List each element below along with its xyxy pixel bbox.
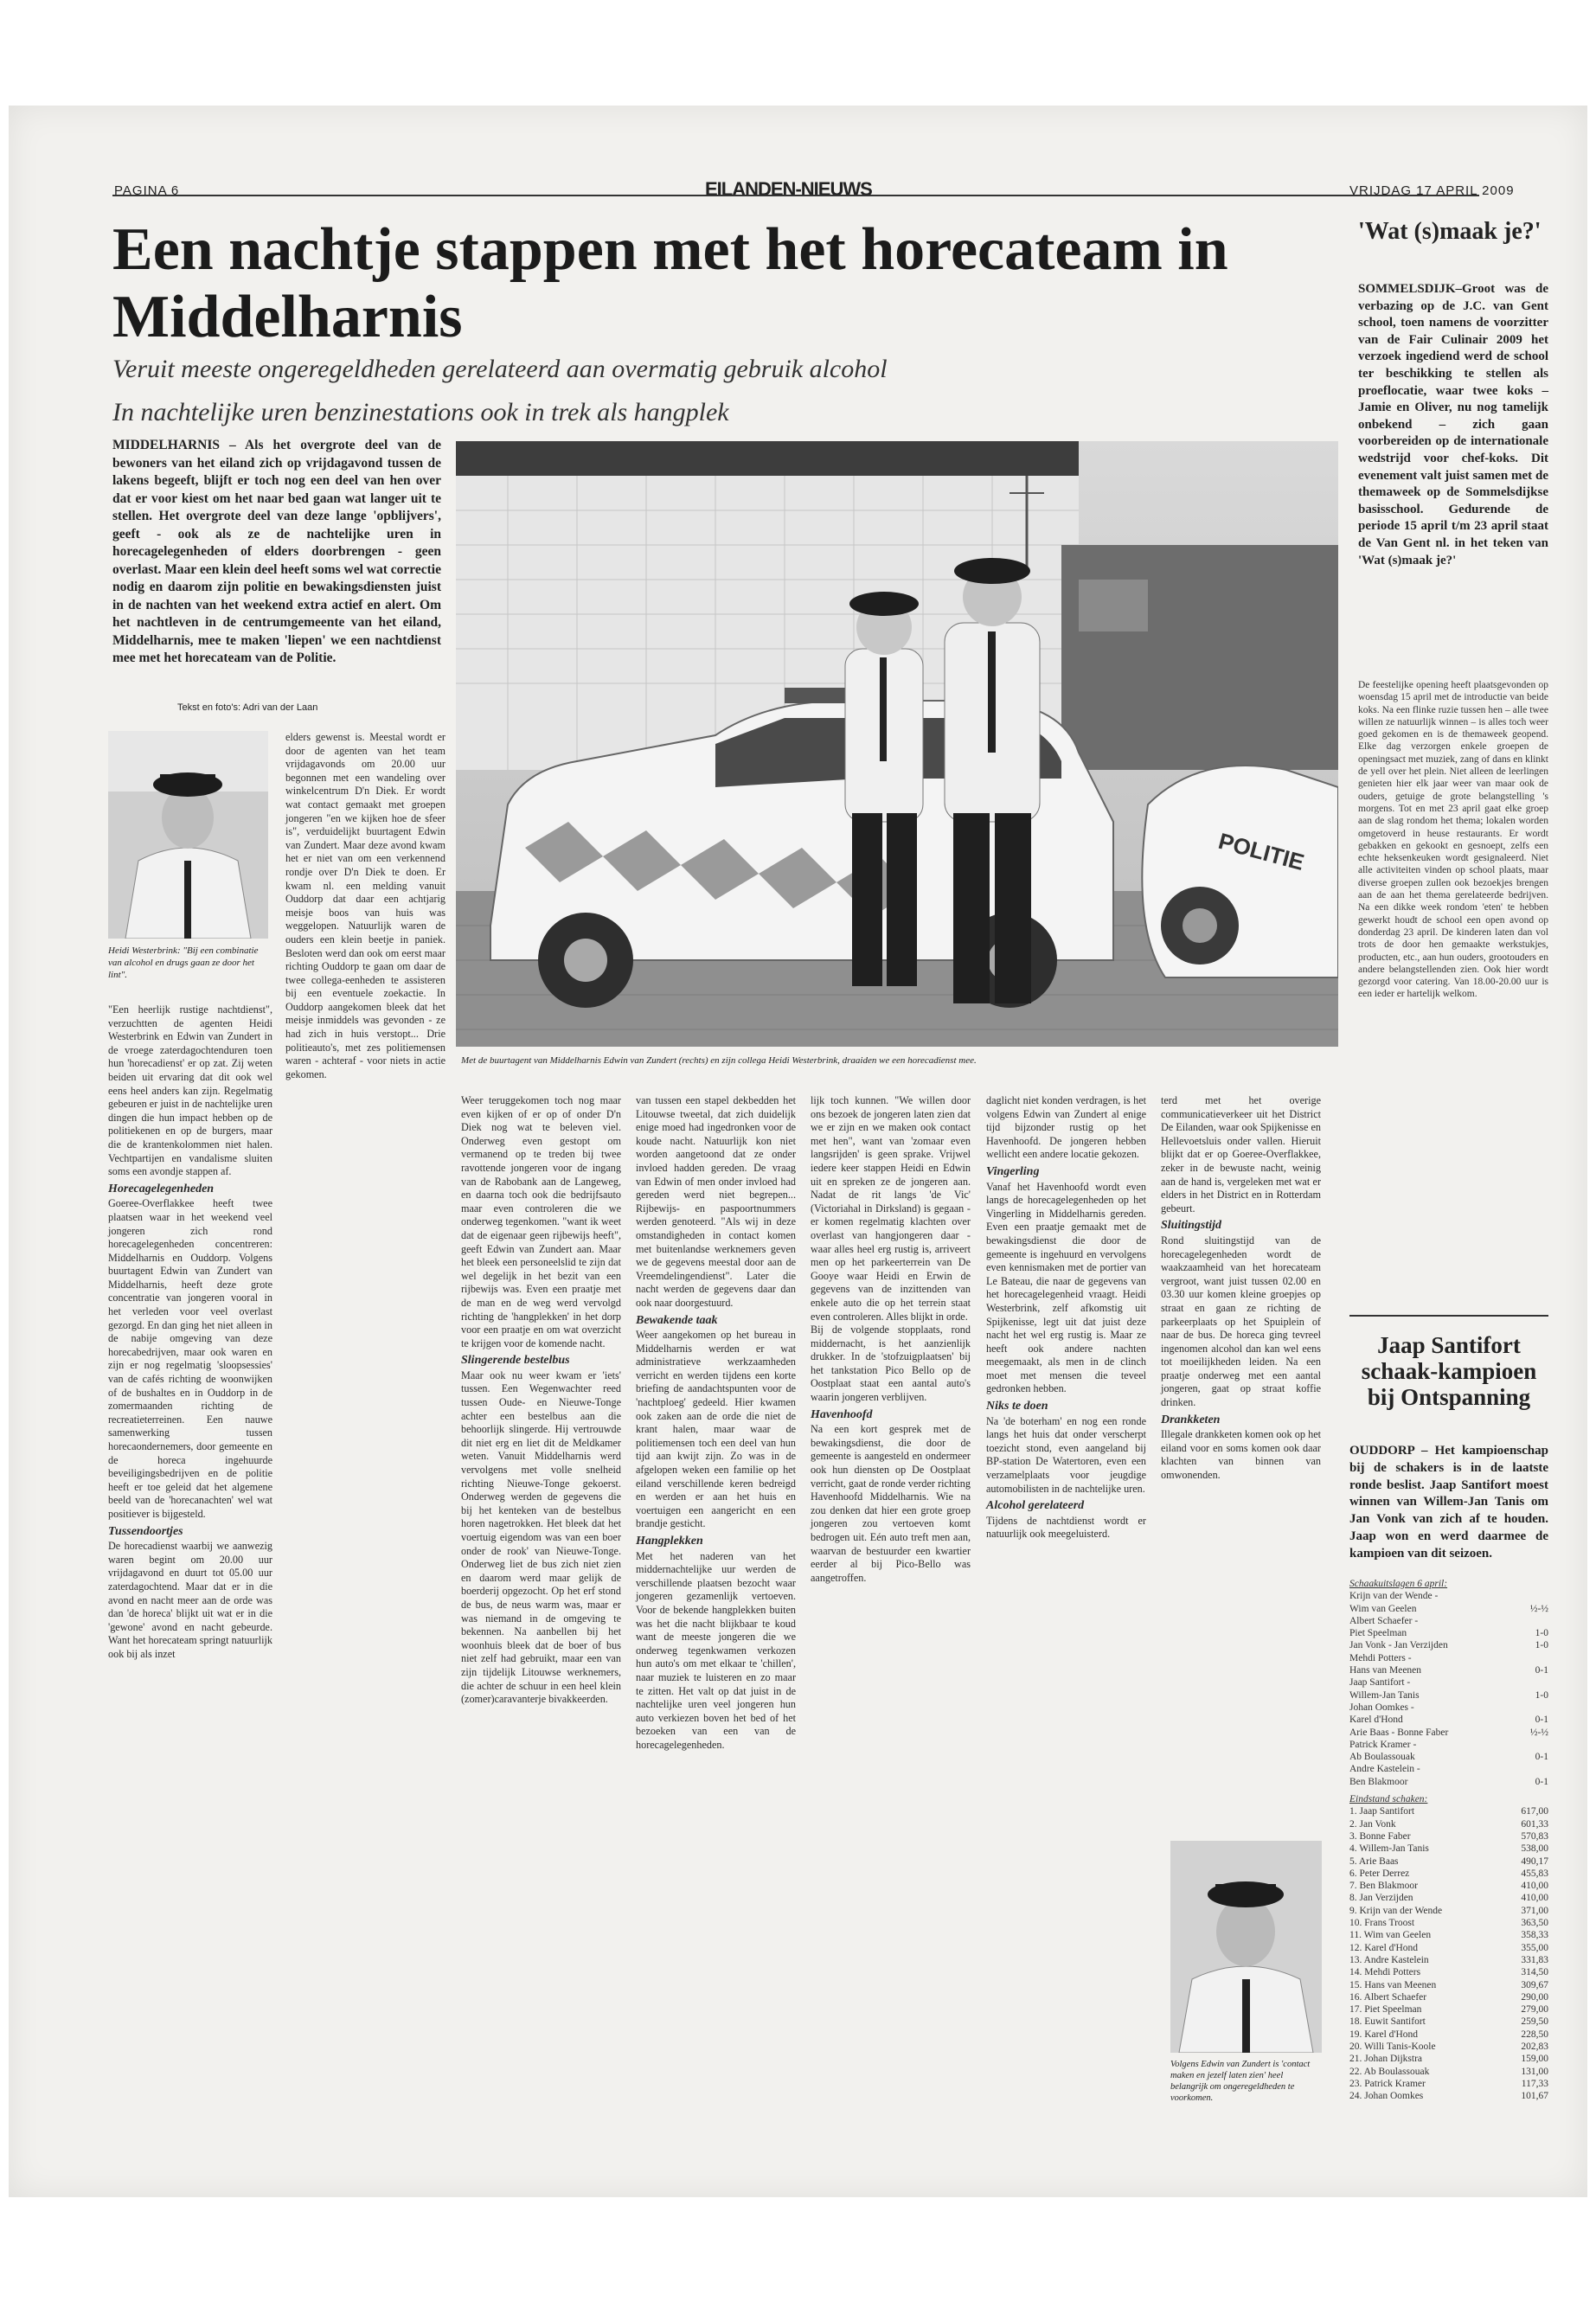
standing-row xyxy=(1349,2078,1548,2090)
column-text: terd met het overige communicatieverkeer uit het District De Eilanden, waar ook Spijkenisse en Hellevoetsluis onder vallen. Hieruit blijkt dat er op Goeree-Overflakkee, zeker in de bewuste nacht, weinig aan de hand is, vergeleken met wat er elders in het District en in Rotterdam gebeurt. xyxy=(1161,1094,1321,1215)
standing-row-value: 363,50 xyxy=(1521,1918,1548,1929)
result-row-value: 1-0 xyxy=(1535,1689,1548,1701)
result-row xyxy=(1349,1615,1548,1627)
results-heading: Schaakuitslagen 6 april: xyxy=(1349,1579,1448,1589)
result-row-label: Arie Baas - Bonne Faber xyxy=(1349,1727,1449,1738)
column-text: Weer aangekomen op het bureau in Middelharnis werden er wat administratieve werkzaamheden verricht en werden tijdens een korte briefing de aandachtspunten voor de 'nachtploeg' gedeeld. Hier kwamen ook zaken aan de orde die niet de krant halen, maar waar de politiemensen toch een deel van hun tijd aan kwijt zijn. Zo was in de afgelopen weken een familie op het eiland verschillende keren bedreigd en werden er aan het huis en voertuigen een aangericht en een brandje gesticht. xyxy=(636,1329,796,1530)
sidebar-title: 'Wat (s)maak je?' xyxy=(1358,218,1542,245)
standing-row-value: 601,33 xyxy=(1521,1818,1548,1830)
column-text: De horecadienst waarbij we aanwezig waren begint om 20.00 uur vrijdagavond en duurt tot 05.00 uur zaterdagochtend. Maar dat er in die avond en nacht meer aan de orde was dan 'de horeca' blijkt uit wat er in die 'gewone' avond en nacht gebeurde. Want het horecateam springt natuurlijk ook bij als inzet xyxy=(108,1540,272,1660)
result-row xyxy=(1349,1664,1548,1676)
standing-row-label: 3. Bonne Faber xyxy=(1349,1830,1411,1842)
page-number: PAGINA 6 xyxy=(114,183,180,198)
result-row-label: Ab Boulassouak xyxy=(1349,1752,1415,1763)
article-column-3 xyxy=(461,1094,621,1707)
column-text: Vanaf het Havenhoofd wordt even langs de horecagelegenheden op het Vingerling in Middelharnis gereden. Even een praatje gemaakt met de bewakingsdienst die door de gemeente is ingehuurd en vervolgens even kennismaken met de portier van Le Bateau, die naar de gegevens van het horecagelegenheid vraagt. Heidi Westerbrink, zelf afkomstig uit Spijkenisse, legt uit dat juist deze nacht het wel erg rustig is. Maar ze heeft ook andere nachten meegemaakt, als men in de clinch moet met mensen die teveel gedronken hebben. xyxy=(986,1180,1146,1395)
standing-row-value: 570,83 xyxy=(1521,1830,1548,1842)
column-heading: Bewakende taak xyxy=(636,1313,718,1327)
article-column-6 xyxy=(986,1094,1146,1541)
standing-row-label: 22. Ab Boulassouak xyxy=(1349,2066,1430,2077)
result-row-value: 0-1 xyxy=(1535,1776,1548,1787)
police-label: POLITIE xyxy=(1215,827,1307,875)
article-column-4 xyxy=(636,1094,796,1753)
sidebar-body: De feestelijke opening heeft plaatsgevonden op woensdag 15 april met de introductie van beide koks. Na een flinke ruzie tussen hen – alle twee willen ze natuurlijk winnen – is alles toch weer goed gekomen en is de themaweek geopend. Elke dag verzorgen enkele groepen de openingsact met muziek, zang of dans en klinkt de yell over het plein. Niet alleen de leerlingen genieten hier elk jaar weer van maar ook de ouders, getuige de grote belangstelling 's morgens. Tot en met 23 april gaat elke groep aan de slag rondom het thema; lokalen worden omgetoverd in heuse restaurants. Er wordt gebakken en gekookt en gesnoept, zelfs een echte heksenkeuken wordt gesignaleerd. Niet alle activiteiten vinden op school plaats, maar diverse groepen zullen ook bezoekjes brengen aan de aan het thema gerelateerde bedrijven. Na een dikke week rondom 'eten' te hebben gewerkt houdt de school een open avond op donderdag 23 april. De kinderen laten dan vol trots de door hen gemaakte werkstukjes, producten, etc., aan hun ouders, grootouders en andere belangstellenden zien. Ook hier wordt gezorgd voor catering. Van 18.00-20.00 uur is een ieder er hartelijk welkom. xyxy=(1358,680,1548,1000)
standing-row-label: 20. Willi Tanis-Koole xyxy=(1349,2041,1436,2052)
standing-row xyxy=(1349,2016,1548,2028)
standing-row xyxy=(1349,1856,1548,1868)
column-text: Tijdens de nachtdienst wordt er natuurlijk ook meegeluisterd. xyxy=(986,1514,1146,1541)
result-row xyxy=(1349,1776,1548,1788)
standing-row-label: 13. Andre Kastelein xyxy=(1349,1954,1429,1965)
result-row-value: ½-½ xyxy=(1529,1603,1548,1614)
standing-row-label: 19. Karel d'Hond xyxy=(1349,2029,1419,2040)
chess-lead: OUDDORP – Het kampioenschap bij de schakers is in de laatste ronde beslist. Jaap Santifort moest winnen van Willem-Jan Tanis om Jan Vonk van zich af te houden. Jaap won en werd daarmee de kampioen van dit seizoen. xyxy=(1349,1444,1548,1561)
standing-row-label: 15. Hans van Meenen xyxy=(1349,1979,1437,1990)
result-row xyxy=(1349,1652,1548,1664)
result-row xyxy=(1349,1639,1548,1651)
result-row xyxy=(1349,1763,1548,1775)
chess-rule xyxy=(1349,1315,1548,1317)
result-row xyxy=(1349,1627,1548,1639)
standing-row xyxy=(1349,1892,1548,1904)
main-photo-caption: Met de buurtagent van Middelharnis Edwin van Zundert (rechts) en zijn collega Heidi Westerbrink, draaiden we een horecadienst mee. xyxy=(461,1055,977,1066)
standing-row-value: 538,00 xyxy=(1521,1843,1548,1855)
standing-row-label: 6. Peter Derrez xyxy=(1349,1868,1410,1879)
standing-row-label: 21. Johan Dijkstra xyxy=(1349,2054,1423,2065)
result-row-label: Ben Blakmoor xyxy=(1349,1776,1408,1787)
result-row-value: 1-0 xyxy=(1535,1628,1548,1639)
standing-row xyxy=(1349,1966,1548,1978)
standing-row xyxy=(1349,1880,1548,1892)
standing-row-value: 309,67 xyxy=(1521,1979,1548,1990)
standing-row xyxy=(1349,1830,1548,1843)
column-heading: Drankketen xyxy=(1161,1413,1221,1426)
result-row-label: Krijn van der Wende - xyxy=(1349,1591,1439,1602)
result-row-label: Mehdi Potters - xyxy=(1349,1652,1412,1663)
standing-row xyxy=(1349,2003,1548,2016)
chess-results xyxy=(1349,1573,1548,2102)
standing-row xyxy=(1349,1942,1548,1954)
standing-row-value: 617,00 xyxy=(1521,1806,1548,1817)
column-heading: Alcohol gerelateerd xyxy=(986,1499,1085,1513)
result-row xyxy=(1349,1739,1548,1751)
column-text: elders gewenst is. Meestal wordt er door de agenten van het team vrijdagavonds om 20.00 uur begonnen met een wandeling over winkelcentrum D'n Diek. Er wordt wat contact gemaakt met groepen jongeren "en we kijken hoe de sfeer is", verduidelijkt buurtagent Edwin van Zundert. Maar deze avond kwam het er niet van om een verkennend rondje over D'n Diek te doen. Er kwam nl. een melding vanuit Ouddorp dat daar een achtjarig meisje boos van huis was weggelopen. Natuurlijk waren de ouders een klein beetje in paniek. Besloten werd dan ook om eerst maar richting Ouddorp te gaan om daar de twee collega-eenheden te assisteren bij een eventuele zoekactie. In Ouddorp aangekomen bleek dat het meisje inmiddels was gevonden - ze had zich in huis verstopt... Drie politieauto's, met zes politiemensen waren - achteraf - voor niets in actie gekomen. xyxy=(285,731,445,1080)
column-heading: Tussendoortjes xyxy=(108,1524,183,1538)
result-row-value: 0-1 xyxy=(1535,1752,1548,1763)
standing-row-label: 18. Euwit Santifort xyxy=(1349,2016,1426,2028)
standing-row-label: 14. Mehdi Potters xyxy=(1349,1967,1421,1978)
result-row-label: Jaap Santifort - xyxy=(1349,1677,1411,1689)
standing-row-label: 11. Wim van Geelen xyxy=(1349,1930,1432,1941)
standing-row xyxy=(1349,1917,1548,1929)
main-photo xyxy=(456,441,1338,1047)
article-subhead-2: In nachtelijke uren benzinestations ook in trek als hangplek xyxy=(112,398,729,426)
standing-row-value: 202,83 xyxy=(1521,2041,1548,2052)
standing-row-label: 8. Jan Verzijden xyxy=(1349,1893,1413,1904)
standing-row-value: 259,50 xyxy=(1521,2016,1548,2028)
standing-row-value: 159,00 xyxy=(1521,2054,1548,2065)
column-text: Met het naderen van het middernachtelijke uur werden de verschillende plaatsen bezocht waar jongeren gezamenlijk vertoeven. Voor de bekende hangplekken buiten was het die nacht blijkbaar te koud want de meeste jongeren die we onderweg tegenkwamen verkozen hun auto's om met elkaar te 'chillen', naar muziek te luisteren en zo maar te zitten. Het valt op dat juist in de nachtelijke uren veel jongeren hun auto verkiezen boven het bed of het bezoeken van een van de horecagelegenheden. xyxy=(636,1549,796,1751)
result-row xyxy=(1349,1603,1548,1615)
scan-background-bottom xyxy=(0,2197,1596,2301)
article-column-7 xyxy=(1161,1094,1321,1483)
edwin-photo xyxy=(1170,1841,1322,2053)
standing-row-value: 228,50 xyxy=(1521,2029,1548,2040)
column-heading: Havenhoofd xyxy=(811,1407,873,1421)
result-row-value: 0-1 xyxy=(1535,1665,1548,1676)
column-text: Bij de volgende stopplaats, rond middernacht, is het aanzienlijk drukker. In de 'stofzuigplaatsen' bij het tankstation Pico Bello op de Oostplaat staat een aantal auto's waarin jongeren verblijven. xyxy=(811,1324,971,1404)
standing-row-value: 490,17 xyxy=(1521,1856,1548,1867)
standing-row xyxy=(1349,1991,1548,2003)
standing-row-value: 371,00 xyxy=(1521,1905,1548,1916)
column-text: Na een kort gesprek met de bewakingsdienst, die door de gemeente is aangesteld en ondermeer ook hun diensten op De Oostplaat verricht, gaat de ronde verder richting Havenhoofd Middelharnis. Wie na zou denken dat hier een grote groep jongeren zou vertoeven komt bedrogen uit. Eén auto treft men aan, waarvan de bestuurder een kwartier eerder al bij Pico-Bello was aangetroffen. xyxy=(811,1423,971,1584)
article-lead: MIDDELHARNIS – Als het overgrote deel van de bewoners van het eiland zich op vrijdagavond tussen de lakens begeeft, blijft er toch nog een deel van hen over dat er voor kiest om het naar bed gaan wat langer uit te stellen. Het overgrote deel van deze lange 'opblijvers', geeft - ook als ze de nachtelijke uren in horecagelegenheden of elders doorbrengen - geen overlast. Maar een klein deel heeft soms wel wat correctie nodig en daarom zijn politie en bewakingsdiensten juist in de nachten van het weekend extra actief en alert. Om het nachtleven in de centrumgemeente van het eiland, Middelharnis, mee te maken 'liepen' we een nachtdienst mee met het horecateam van de Politie. xyxy=(112,438,441,665)
edwin-portrait xyxy=(1170,1841,1322,2053)
standing-row-value: 410,00 xyxy=(1521,1893,1548,1904)
standing-row-label: 16. Albert Schaefer xyxy=(1349,1991,1427,2003)
standing-row-value: 410,00 xyxy=(1521,1881,1548,1892)
column-text: Maar ook nu weer kwam er 'iets' tussen. Een Wegenwachter reed tussen Oude- en Nieuwe-Tonge achter een bestelbus aan die behoorlijk slingerde. Hij vertrouwde dit niet erg en liet dit de Meldkamer weten. Vanuit Middelharnis werd vervolgens met volle snelheid richting Nieuwe-Tonge gekoerst. Onderweg werden de gegevens die bij het kenteken van de bestelbus horen nagetrokken. Het bleek dat het voertuig eigendom was van een boer onder de rook' van Nieuwe-Tonge. Onderweg liet de bus zich niet zien en daarom werd maar gelijk de boerderij opgezocht. Op het erf stond de bus, de neus warm was, maar er was niemand in de omgeving te bekennen. Na aanbellen bij het woonhuis bleek dat de boer of bus niet zelf had gebruikt, maar een van zijn tijdelijk Litouwse werknemers, die achter de schuur in een heel klein (zomer)caravanterje bivakkeerden. xyxy=(461,1368,621,1706)
standing-row xyxy=(1349,2041,1548,2053)
standing-row-value: 314,50 xyxy=(1521,1967,1548,1978)
standing-row-value: 279,00 xyxy=(1521,2004,1548,2016)
column-text: Rond sluitingstijd van de horecagelegenheden wordt de waakzaamheid van het horecateam vergroot, want juist tussen 02.00 en 03.30 uur komen kleine groepjes op straat en gaan ze richting de parkeerplaats op het Spuiplein of naar de bus. De horeca ging tevreel ingenomen alcohol dan kan wel eens tot moeilijkheden leiden. Na een praatje onderweg met een aantal jongeren, gaat op straat koffie drinken. xyxy=(1161,1234,1321,1409)
heidi-caption: Heidi Westerbrink: "Bij een combinatie van alcohol en drugs gaan ze door het lint". xyxy=(108,945,259,980)
standing-row-label: 23. Patrick Kramer xyxy=(1349,2078,1426,2089)
article-column-2 xyxy=(285,731,445,1081)
standing-row xyxy=(1349,2066,1548,2078)
standing-row xyxy=(1349,1929,1548,1941)
standing-row xyxy=(1349,2053,1548,2065)
standing-row xyxy=(1349,1979,1548,1991)
standing-row-label: 17. Piet Speelman xyxy=(1349,2004,1422,2016)
result-row xyxy=(1349,1714,1548,1726)
standing-row-label: 12. Karel d'Hond xyxy=(1349,1942,1419,1953)
result-row-label: Albert Schaefer - xyxy=(1349,1615,1419,1626)
masthead: EILANDEN-NIEUWS xyxy=(705,178,872,200)
column-heading: Sluitingstijd xyxy=(1161,1219,1222,1233)
result-row-value: 0-1 xyxy=(1535,1715,1548,1726)
standing-row-label: 7. Ben Blakmoor xyxy=(1349,1881,1418,1892)
result-row-label: Johan Oomkes - xyxy=(1349,1702,1414,1713)
result-row xyxy=(1349,1590,1548,1602)
result-row-label: Karel d'Hond xyxy=(1349,1715,1403,1726)
standing-row-label: 5. Arie Baas xyxy=(1349,1856,1399,1867)
issue-date: VRIJDAG 17 APRIL 2009 xyxy=(1349,183,1515,198)
column-text: "Een heerlijk rustige nachtdienst", verzuchtten de agenten Heidi Westerbrink en Edwin van Zundert in de vroege zaterdagochtenduren toen hun 'horecadienst' er op zat. Zij weten beiden uit ervaring dat dit ook wel eens heel anders kan zijn. Regelmatig gebeuren er juist in de nachtelijke uren dingen die hun impact hebben op de politiekenen en op de burgers, maar die de krantenkolommen niet halen. Vechtpartijen en vandalisme sluiten soms een avondje stappen af. xyxy=(108,1003,272,1178)
article-headline: Een nachtje stappen met het horecateam in Middelharnis xyxy=(112,216,1228,350)
column-text: Illegale drankketen komen ook op het eiland voor en soms komen ook daar klachten van binnen van omwonenden. xyxy=(1161,1428,1321,1482)
column-heading: Slingerende bestelbus xyxy=(461,1354,570,1368)
column-text: Goeree-Overflakkee heeft twee plaatsen waar in het weekend veel jongeren zich rond horecagelegenheden concentreren: Middelharnis en Ouddorp. Volgens buurtagent Edwin van Zundert van Middelharnis, heeft deze grote concentratie van jongeren vooral in het verleden voor veel overlast gezorgd. En dan ging het niet alleen in de nabije omgeving van deze horecabedrijven, maar ook waren en zijn er nog regelmatig 'sloopsessies' van de cafés richting de woonwijken of de bushaltes en in Ouddorp in de zomermaanden richting de recreatieterreinen. Een nauwe samenwerking tussen horecaondernemers, door gemeente en de horeca ingehuurde beveiligingsbedrijven en de politie heeft er toe geleid dat het algemene beeld van de 'horecanachten' wel wat positiever is bijgesteld. xyxy=(108,1197,272,1520)
standing-row xyxy=(1349,1805,1548,1817)
standing-row-value: 101,67 xyxy=(1521,2091,1548,2102)
heidi-photo xyxy=(108,731,268,939)
standing-row xyxy=(1349,1843,1548,1855)
result-row-label: Jan Vonk - Jan Verzijden xyxy=(1349,1640,1448,1651)
column-text: daglicht niet konden verdragen, is het volgens Edwin van Zundert al enige tijd bijzonder rustig op het Havenhoofd. De jongeren hebben wellicht een andere locatie gekozen. xyxy=(986,1094,1146,1161)
scan-background-top xyxy=(0,0,1596,104)
result-row-label: Willem-Jan Tanis xyxy=(1349,1689,1420,1701)
standing-row-label: 1. Jaap Santifort xyxy=(1349,1806,1415,1817)
result-row-label: Wim van Geelen xyxy=(1349,1603,1417,1614)
result-row-value: ½-½ xyxy=(1529,1727,1548,1738)
standing-row xyxy=(1349,2090,1548,2102)
header-rule xyxy=(112,195,1479,196)
result-row-label: Hans van Meenen xyxy=(1349,1665,1422,1676)
chess-title: Jaap Santifort schaak-kampioen bij Ontspanning xyxy=(1361,1332,1537,1410)
column-heading: Hangplekken xyxy=(636,1535,703,1548)
article-subhead-1: Veruit meeste ongeregeldheden gerelateerd aan overmatig gebruik alcohol xyxy=(112,355,888,383)
column-text: lijk toch kunnen. "We willen door ons bezoek de jongeren laten zien dat we er zijn en we maken ook contact met hen", want van 'zomaar even langsrijden' is geen sprake. Vrijwel iedere keer stappen Heidi en Edwin uit en spreken ze de jongeren aan. Nadat de rit langs 'de Vic' (Victoriahal in Dirksland) is gegaan - er komen regelmatig klachten over overlast van hangjongeren daar - waar alles heel erg rustig is, arriveert men op het parkeerterrein van De Gooye waar Heidi en Erwin de gegevens van de inzittenden van enkele auto die op het terrein staat even controleren. Alles blijkt in orde. xyxy=(811,1094,971,1323)
standing-row-value: 358,33 xyxy=(1521,1930,1548,1941)
standing-row-value: 117,33 xyxy=(1521,2078,1548,2089)
result-row xyxy=(1349,1727,1548,1739)
result-row xyxy=(1349,1702,1548,1714)
column-heading: Niks te doen xyxy=(986,1400,1048,1413)
standing-row-label: 2. Jan Vonk xyxy=(1349,1818,1396,1830)
result-row-label: Piet Speelman xyxy=(1349,1628,1407,1639)
standing-row-value: 455,83 xyxy=(1521,1868,1548,1879)
standings-heading: Eindstand schaken: xyxy=(1349,1794,1428,1805)
column-heading: Horecagelegenheden xyxy=(108,1182,215,1195)
standing-row-label: 24. Johan Oomkes xyxy=(1349,2091,1424,2102)
standing-row xyxy=(1349,1954,1548,1966)
standing-row-value: 331,83 xyxy=(1521,1954,1548,1965)
column-text: Weer teruggekomen toch nog maar even kijken of er op of onder D'n Diek nog wat te beleven viel. Onderweg even gestopt om vermanend op te treden bij twee ravottende jongeren voor de ingang van de Rabobank aan de Langeweg, en daarna toch ook die bedrijfsauto maar even controleren die we onderweg tegenkomen. "want ik weet dat de eigenaar geen rijbewijs heeft", geeft Edwin van Zundert aan. Maar het bleek een personeelslid te zijn dat wel degelijk in het bezit van een rijbewijs was. Even een praatje met de man en de weg werd vervolgd richting de 'hangplekken' in het dorp voor een praatje en om wat overzicht te krijgen voor de komende nacht. xyxy=(461,1094,621,1349)
result-row xyxy=(1349,1751,1548,1763)
standing-row-label: 9. Krijn van der Wende xyxy=(1349,1905,1443,1916)
edwin-caption: Volgens Edwin van Zundert is 'contact maken en jezelf laten zien' heel belangrijk om ongeregeldheden te voorkomen. xyxy=(1170,2060,1311,2103)
standing-row xyxy=(1349,1868,1548,1880)
standing-row xyxy=(1349,1905,1548,1917)
result-row xyxy=(1349,1676,1548,1689)
photo-credit: Tekst en foto's: Adri van der Laan xyxy=(177,702,318,713)
standing-row xyxy=(1349,1818,1548,1830)
standing-row-value: 131,00 xyxy=(1521,2066,1548,2077)
heidi-portrait xyxy=(108,731,268,939)
standing-row-label: 10. Frans Troost xyxy=(1349,1918,1415,1929)
standings-rows xyxy=(1349,1805,1548,2102)
standing-row-value: 355,00 xyxy=(1521,1942,1548,1953)
standing-row-label: 4. Willem-Jan Tanis xyxy=(1349,1843,1429,1855)
article-column-1 xyxy=(108,1003,272,1662)
article-column-5 xyxy=(811,1094,971,1585)
police-officers-photo xyxy=(456,441,1338,1047)
result-row-value: 1-0 xyxy=(1535,1640,1548,1651)
column-heading: Vingerling xyxy=(986,1164,1040,1178)
standing-row xyxy=(1349,2029,1548,2041)
result-row-label: Andre Kastelein - xyxy=(1349,1764,1420,1775)
standing-row-value: 290,00 xyxy=(1521,1991,1548,2003)
column-text: Na 'de boterham' en nog een ronde langs het huis dat onder verscherpt toezicht stond, even aangeland bij BP-station De Watertoren, even een verzamelplaats voor jeugdige automobilisten in de nachtelijke uren. xyxy=(986,1414,1146,1495)
result-row xyxy=(1349,1689,1548,1702)
result-row-label: Patrick Kramer - xyxy=(1349,1739,1417,1750)
results-rows xyxy=(1349,1590,1548,1788)
column-text: van tussen een stapel dekbedden het Litouwse tweetal, dat zich duidelijk enige moed had ingedronken voor de koude nacht. Natuurlijk kon niet worden aangetoond dat ze onder invloed hadden gereden. De vraag van Edwin of men onder invloed had gereden werd niet begrepen... Rijbewijs- en paspoortnummers werden genoteerd. "Als wij in deze omstandigheden in contact komen met buitenlandse werknemers geven we de gegevens meestal door aan de Vreemdelingendienst". Later die nacht werden de gegevens daar dan ook naar doorgestuurd. xyxy=(636,1094,796,1309)
sidebar-lead: SOMMELSDIJK–Groot was de verbazing op de J.C. van Gent school, toen namens de voorzitter van de Fair Culinair 2009 het verzoek ingediend werd de school ter beschikking te stellen als proeflocatie, waar twee koks – Jamie en Oliver, nu nog tamelijk onbekend – zich gaan voorbereiden op de internationale wedstrijd voor chef-koks. Dit evenement valt juist samen met de themaweek op de Sommelsdijkse basisschool. Gedurende de periode 15 april t/m 23 april staat de Van Gent nl. in het teken van 'Wat (s)maak je?' xyxy=(1358,282,1548,567)
